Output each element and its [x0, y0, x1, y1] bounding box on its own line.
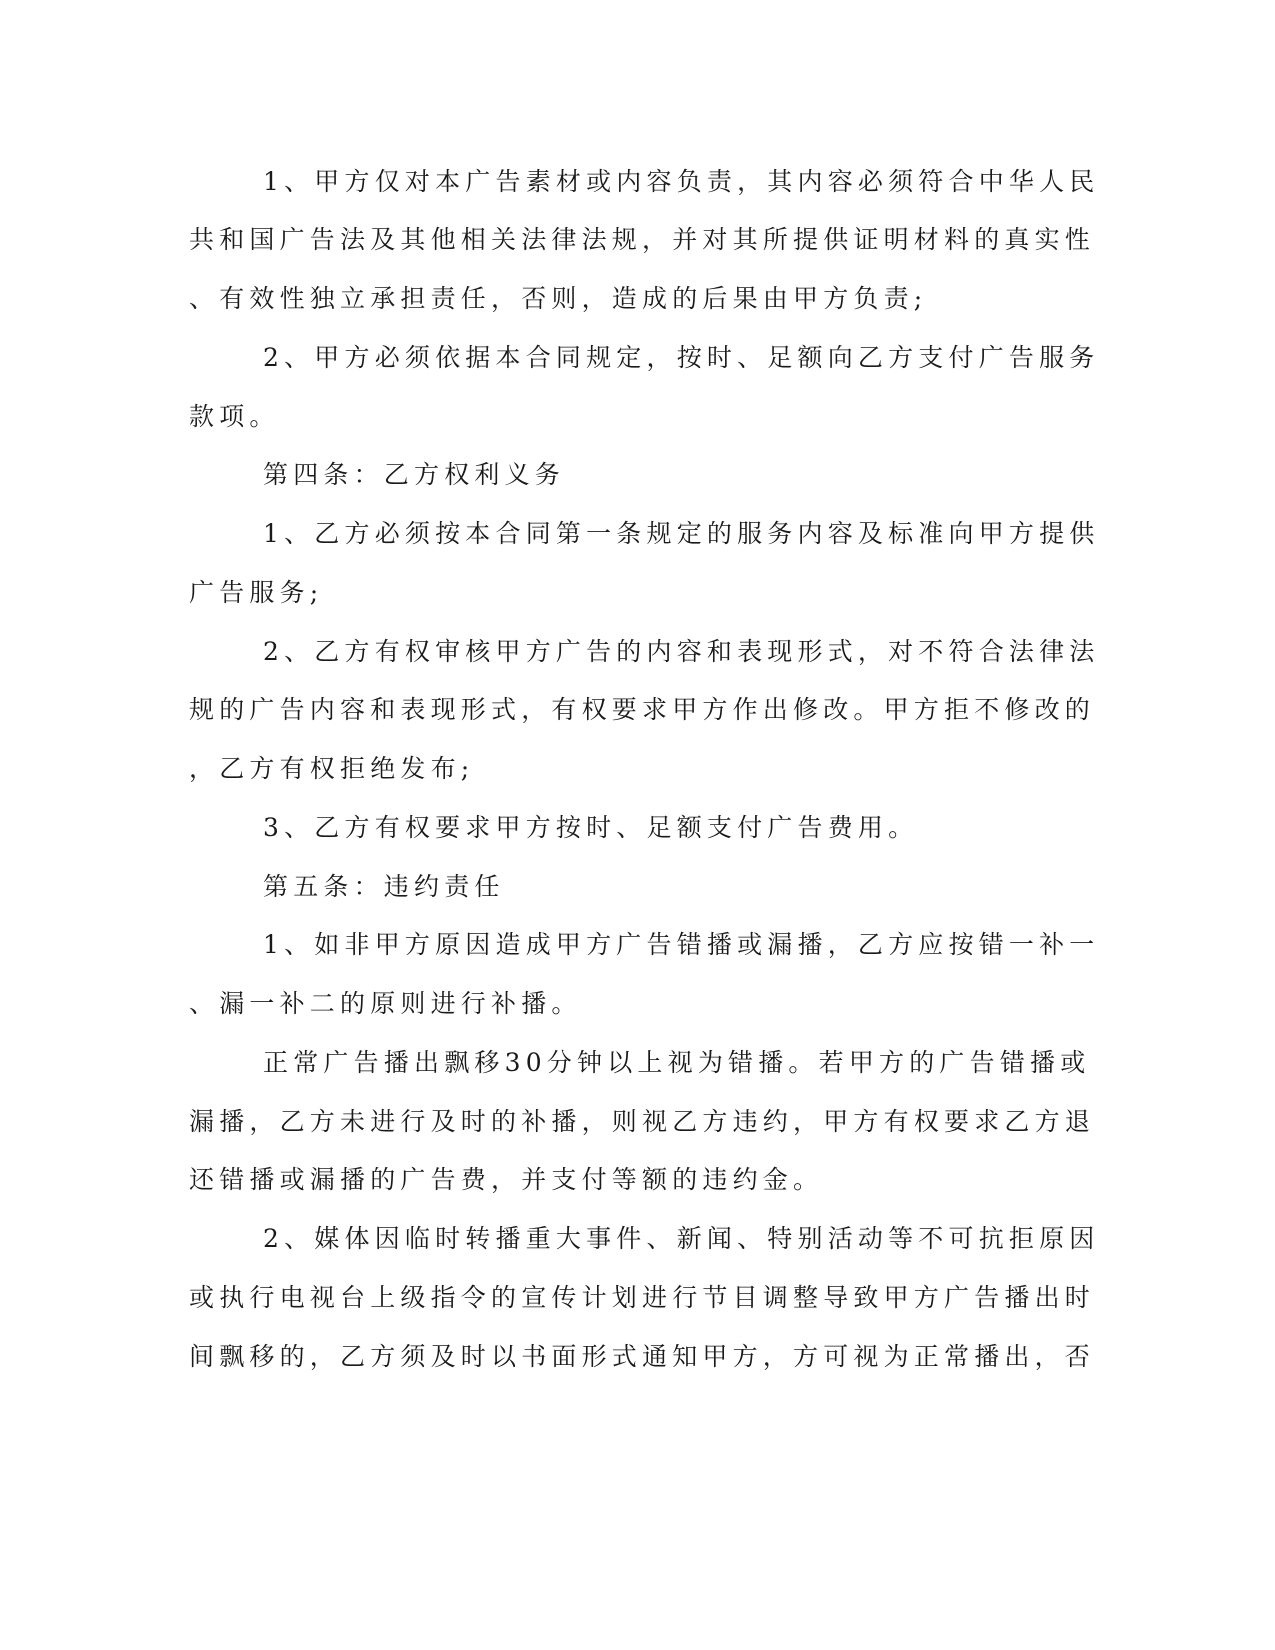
clause-4-item-2-line-1: 2、乙方有权审核甲方广告的内容和表现形式，对不符合法律法 [263, 637, 1100, 666]
clause-5-item-2-line-3: 间飘移的，乙方须及时以书面形式通知甲方，方可视为正常播出，否 [189, 1342, 1096, 1371]
clause-5-item-2-line-2: 或执行电视台上级指令的宣传计划进行节目调整导致甲方广告播出时 [189, 1283, 1096, 1312]
clause-4-item-1-line-2: 广告服务; [189, 578, 324, 607]
clause-4-heading: 第四条：乙方权利义务 [263, 460, 566, 489]
clause-4-item-2-line-3: ，乙方有权拒绝发布; [189, 754, 475, 783]
clause-5-item-1-line-2: 、漏一补二的原则进行补播。 [189, 989, 582, 1018]
clause-3-item-2-line-1: 2、甲方必须依据本合同规定，按时、足额向乙方支付广告服务 [263, 343, 1100, 372]
clause-5-paragraph-line-3: 还错播或漏播的广告费，并支付等额的违约金。 [189, 1165, 824, 1194]
clause-3-item-1-line-2: 共和国广告法及其他相关法律法规，并对其所提供证明材料的真实性 [189, 225, 1096, 254]
clause-5-item-1-line-1: 1、如非甲方原因造成甲方广告错播或漏播，乙方应按错一补一 [263, 930, 1100, 959]
clause-5-paragraph-line-1: 正常广告播出飘移30分钟以上视为错播。若甲方的广告错播或 [263, 1048, 1091, 1077]
clause-3-item-1-line-3: 、有效性独立承担责任，否则，造成的后果由甲方负责; [189, 284, 928, 313]
clause-4-item-1-line-1: 1、乙方必须按本合同第一条规定的服务内容及标准向甲方提供 [263, 519, 1100, 548]
clause-3-item-1-line-1: 1、甲方仅对本广告素材或内容负责，其内容必须符合中华人民 [263, 167, 1100, 196]
clause-3-item-2-line-2: 款项。 [189, 402, 280, 431]
clause-5-paragraph-line-2: 漏播，乙方未进行及时的补播，则视乙方违约，甲方有权要求乙方退 [189, 1107, 1096, 1136]
clause-5-heading: 第五条：违约责任 [263, 872, 505, 901]
clause-4-item-3: 3、乙方有权要求甲方按时、足额支付广告费用。 [263, 813, 919, 842]
clause-5-item-2-line-1: 2、媒体因临时转播重大事件、新闻、特别活动等不可抗拒原因 [263, 1224, 1100, 1253]
clause-4-item-2-line-2: 规的广告内容和表现形式，有权要求甲方作出修改。甲方拒不修改的 [189, 695, 1096, 724]
